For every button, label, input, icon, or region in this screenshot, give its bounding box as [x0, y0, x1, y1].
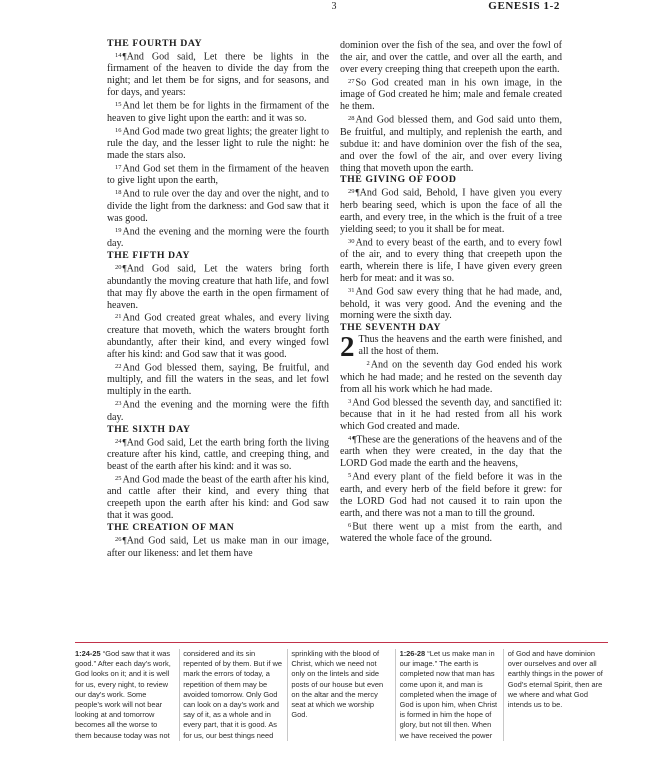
- verse-text: And God blessed them, saying, Be fruitful, and multiply, and fill the waters in the seas, and let fowl multiply in the earth.: [107, 362, 329, 398]
- verse-number: 5: [348, 472, 352, 480]
- note-text: “Let us make man in our image.” The earth is completed now that man has come upon it, and man is completed when the image of God is upon him, when Christ is formed in him the hope of glory, but not till then. When we have received the power of God and have dominion over ourselves and over all earthly things in the power of God’s eternal Spirit, then are we where and what God intends us to be.: [399, 649, 603, 740]
- pilcrow-mark: ¶: [122, 263, 127, 274]
- verse-text: And God said, Let the earth bring forth the living creature after his kind, cattle, and creeping thing, and beast of the earth after his kind: and it was so.: [107, 437, 329, 472]
- verse-text: And the evening and the morning were the fourth day.: [107, 226, 329, 250]
- verse-number: 23: [115, 400, 122, 408]
- verse-text: But there went up a mist from the earth, and watered the whole face of the ground.: [340, 521, 562, 545]
- study-notes: [75, 649, 608, 741]
- verse: [340, 396, 562, 433]
- verse: [107, 473, 329, 522]
- chapter-opening: [340, 331, 562, 364]
- pilcrow-mark: ¶: [122, 51, 127, 62]
- verse-number: 18: [115, 189, 122, 197]
- verse: [107, 398, 329, 423]
- verse-number: 31: [348, 287, 355, 295]
- verse-text: And God blessed them, and God said unto them, Be fruitful, and multiply, and replenish the earth, and subdue it: and have dominion over the fish of the sea, and over the fowl of the air, and over every living thing that moveth upon the earth.: [340, 114, 562, 174]
- verse-number: 25: [115, 474, 122, 482]
- verse-text: And God said, Let there be lights in the firmament of the heaven to divide the day from the night; and let them be for signs, and for seasons, and for days, and years:: [107, 51, 329, 99]
- verse-text: And to rule over the day and over the night, and to divide the light from the darkness: and God saw that it was good.: [107, 188, 329, 224]
- section-heading: THE FIFTH DAY: [107, 250, 190, 262]
- right-column: [340, 40, 562, 545]
- verse-text: And God said, Behold, I have given you every herb bearing seed, which is upon the face of all the earth, and every tree, in the which is the fruit of a tree yielding seed; to you it shall be for meat.: [340, 187, 562, 235]
- verse: [340, 40, 562, 76]
- verse: [107, 50, 329, 99]
- verse: [107, 361, 329, 398]
- section-heading: THE CREATION OF MAN: [107, 522, 235, 534]
- verse: [340, 76, 562, 113]
- left-column: [107, 38, 329, 560]
- verse-number: 14: [115, 51, 122, 59]
- note-reference: 1:24-25: [75, 649, 101, 658]
- verse-text: These are the generations of the heavens and of the earth when they were created, in the day that the LORD God made the earth and the heavens,: [340, 434, 562, 470]
- verse-text: And God set them in the firmament of the heaven to give light upon the earth,: [107, 163, 329, 187]
- verse-number: 24: [115, 437, 122, 445]
- verse-number: 30: [348, 237, 355, 245]
- verse: [107, 187, 329, 224]
- verse-text: And God said, Let us make man in our image, after our likeness: and let them have: [107, 535, 329, 559]
- verse-text: And on the seventh day God ended his work which he had made; and he rested on the seventh day from all his work which he had made.: [340, 359, 562, 395]
- note-reference: 1:26-28: [399, 649, 426, 658]
- study-note: [400, 649, 608, 741]
- verse: [340, 433, 562, 470]
- page-number: 3: [331, 1, 337, 12]
- verse-text: And God said, Let the waters bring forth abundantly the moving creature that hath life, and fowl that may fly above the earth in the open firmament of heaven.: [107, 263, 329, 311]
- verse: [107, 262, 329, 311]
- verse: [107, 436, 329, 473]
- verse-number: 4: [348, 435, 352, 442]
- running-head: GENESIS 1-2: [488, 0, 560, 12]
- verse-text: Thus the heavens and the earth were finished, and all the host of them.: [358, 334, 562, 358]
- verse-number: 16: [115, 126, 122, 134]
- pilcrow-mark: ¶: [122, 535, 127, 546]
- pilcrow-mark: ¶: [352, 434, 357, 445]
- verse-text: And God saw every thing that he had made, and, behold, it was very good. And the evening and the morning were the sixth day.: [340, 286, 562, 322]
- verse: [340, 186, 562, 235]
- verse-number: 17: [115, 164, 122, 172]
- verse: [107, 311, 329, 360]
- verse-text: And God made the beast of the earth after his kind, and cattle after their kind, and every thing that creepeth upon the earth after his kind: and God saw that it was good.: [107, 474, 329, 522]
- verse: [107, 534, 329, 559]
- verse-number: 20: [115, 264, 122, 272]
- verse-text: And God blessed the seventh day, and sanctified it: because that in it he had rested from all his work which God created and made.: [340, 397, 562, 433]
- verse-number: 19: [115, 226, 122, 234]
- verse: [107, 125, 329, 162]
- verse-text: And God created great whales, and every living creature that moveth, which the waters brought forth abundantly, after their kind, and every winged fowl after his kind: and God saw that it was good.: [107, 312, 329, 360]
- note-text: “God saw that it was good.” After each day’s work, God looks on it; and it is well for us, every night, to review our day’s work. Some people’s work will not bear looking at and tomorrow becomes all the worse to them because today was not considered and its sin repented of by them. But if we mark the errors of today, a repetition of them may be avoided tomorrow. Only God can look on a day’s work and say of it, as a whole and in every part, that it is good. As for us, our best things need sprinkling with the blood of Christ, which we need not only on the lintels and side posts of our house but even on the altar and the mercy seat at which we worship God.: [75, 649, 384, 740]
- verse: [340, 470, 562, 519]
- footnote-divider: [75, 642, 608, 643]
- section-heading: THE GIVING OF FOOD: [340, 174, 457, 186]
- verse-text: And to every beast of the earth, and to every fowl of the air, and to every thing that creepeth upon the earth, wherein there is life, I have given every green herb for meat: and it was so.: [340, 237, 562, 285]
- verse: [107, 225, 329, 250]
- verse-number: 21: [115, 313, 122, 321]
- study-note: [75, 649, 392, 741]
- verse-number: 27: [348, 77, 355, 85]
- verse-number: 26: [115, 536, 122, 544]
- verse-text: And God made two great lights; the greater light to rule the day, and the lesser light to rule the night: he made the stars also.: [107, 126, 329, 162]
- pilcrow-mark: ¶: [122, 437, 127, 447]
- verse: [340, 285, 562, 322]
- verse-number: 15: [115, 101, 122, 109]
- verse: [340, 520, 562, 545]
- section-heading: THE SEVENTH DAY: [340, 322, 441, 334]
- verse: [107, 99, 329, 124]
- verse: [107, 162, 329, 187]
- verse-number: 2: [366, 360, 370, 368]
- verse: [340, 236, 562, 285]
- section-heading: THE SIXTH DAY: [107, 423, 191, 435]
- verse-text: dominion over the fish of the sea, and over the fowl of the air, and over the cattle, and over all the earth, and over every creeping thing that creepeth upon the earth.: [340, 40, 562, 75]
- verse-text: And every plant of the field before it was in the earth, and every herb of the field before it grew: for the LORD God had not caused it to rain upon the earth, and there was not a man to till the ground.: [340, 471, 562, 519]
- verse: [340, 358, 562, 395]
- verse-number: 6: [348, 521, 352, 529]
- verse-number: 22: [115, 362, 122, 370]
- verse-text: And the evening and the morning were the fifth day.: [107, 399, 329, 423]
- chapter-number: 2: [340, 331, 355, 364]
- section-heading: THE FOURTH DAY: [107, 38, 203, 49]
- verse-text: So God created man in his own image, in the image of God created he him; male and female created he them.: [340, 77, 562, 113]
- verse-number: 28: [348, 115, 355, 123]
- verse-text: And let them be for lights in the firmament of the heaven to give light upon the earth: and it was so.: [107, 100, 329, 124]
- verse-number: 3: [348, 397, 352, 405]
- pilcrow-mark: ¶: [355, 187, 360, 198]
- verse: [340, 113, 562, 174]
- verse-number: 29: [348, 188, 355, 196]
